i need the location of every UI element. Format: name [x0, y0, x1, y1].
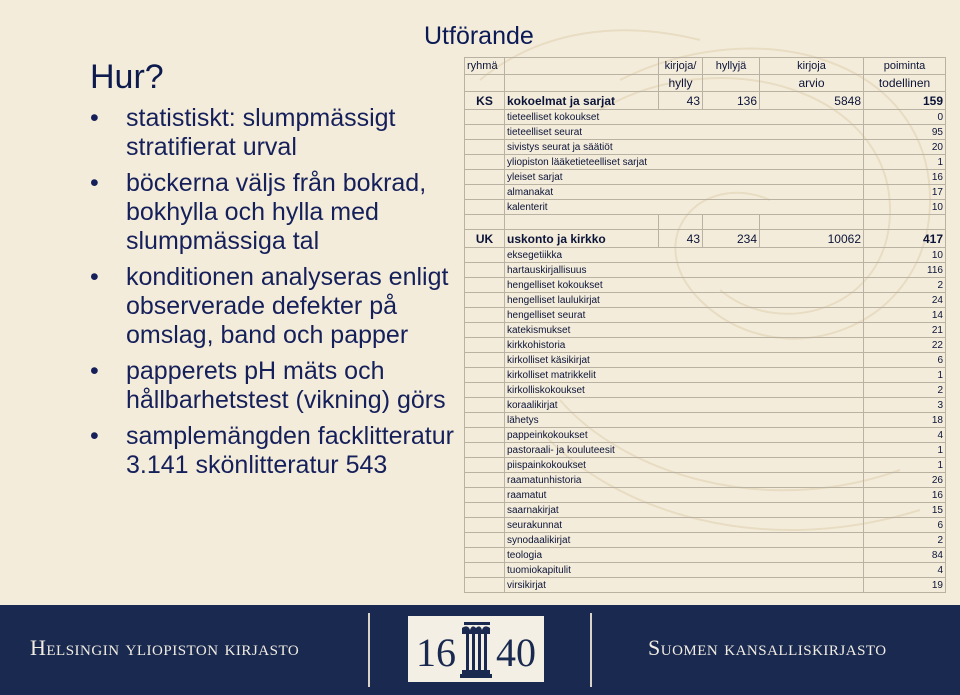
header-cell — [465, 75, 505, 92]
row-label: hengelliset seurat — [505, 308, 864, 323]
table-header-row — [465, 75, 946, 92]
table-row — [465, 533, 946, 548]
empty-cell — [465, 428, 505, 443]
row-value: 20 — [864, 140, 946, 155]
empty-cell — [465, 338, 505, 353]
table-heading: Utförande — [424, 22, 534, 50]
row-label: piispainkokoukset — [505, 458, 864, 473]
bullet-item: • samplemängden facklitteratur 3.141 skönlitteratur 543 — [88, 422, 463, 480]
empty-cell — [465, 185, 505, 200]
group-shelves: 136 — [703, 92, 760, 110]
row-value: 116 — [864, 263, 946, 278]
table-row — [465, 548, 946, 563]
row-label: kirkolliset matrikkelit — [505, 368, 864, 383]
row-label: pastoraali- ja kouluteesit — [505, 443, 864, 458]
spacer-cell — [864, 215, 946, 230]
table-row — [465, 458, 946, 473]
group-name: kokoelmat ja sarjat — [505, 92, 659, 110]
row-label: hengelliset kokoukset — [505, 278, 864, 293]
header-cell: hylly — [659, 75, 703, 92]
header-cell: todellinen — [864, 75, 946, 92]
row-value: 2 — [864, 383, 946, 398]
table-row — [465, 323, 946, 338]
row-label: koraalikirjat — [505, 398, 864, 413]
empty-cell — [465, 278, 505, 293]
table-row — [465, 308, 946, 323]
row-label: kalenterit — [505, 200, 864, 215]
header-cell — [505, 58, 659, 75]
header-cell: arvio — [760, 75, 864, 92]
row-label: seurakunnat — [505, 518, 864, 533]
empty-cell — [465, 308, 505, 323]
row-value: 6 — [864, 353, 946, 368]
table-row — [465, 263, 946, 278]
row-value: 2 — [864, 533, 946, 548]
group-per-shelf: 43 — [659, 92, 703, 110]
row-label: synodaalikirjat — [505, 533, 864, 548]
footer-divider — [590, 613, 592, 687]
table-header-row — [465, 58, 946, 75]
empty-cell — [465, 563, 505, 578]
row-label: tuomiokapitulit — [505, 563, 864, 578]
table-row — [465, 110, 946, 125]
empty-cell — [465, 488, 505, 503]
row-label: lähetys — [505, 413, 864, 428]
table-row — [465, 428, 946, 443]
bullet-list — [88, 104, 463, 487]
table-row — [465, 413, 946, 428]
empty-cell — [465, 155, 505, 170]
header-cell: ryhmä — [465, 58, 505, 75]
table-row — [465, 278, 946, 293]
group-actual: 159 — [864, 92, 946, 110]
table-row — [465, 353, 946, 368]
row-label: raamatunhistoria — [505, 473, 864, 488]
table-row — [465, 125, 946, 140]
spacer-cell — [659, 215, 703, 230]
table-row — [465, 170, 946, 185]
empty-cell — [465, 458, 505, 473]
row-label: tieteelliset seurat — [505, 125, 864, 140]
row-value: 14 — [864, 308, 946, 323]
sample-table — [464, 57, 946, 593]
table-row — [465, 443, 946, 458]
spacer-cell — [760, 215, 864, 230]
row-label: eksegetiikka — [505, 248, 864, 263]
footer-left-text: Helsingin yliopiston kirjasto — [30, 635, 300, 660]
group-name: uskonto ja kirkko — [505, 230, 659, 248]
row-value: 4 — [864, 563, 946, 578]
empty-cell — [465, 443, 505, 458]
table-row — [465, 578, 946, 593]
table-row — [465, 488, 946, 503]
row-label: kirkolliskokoukset — [505, 383, 864, 398]
empty-cell — [465, 110, 505, 125]
empty-cell — [465, 368, 505, 383]
row-value: 1 — [864, 443, 946, 458]
empty-cell — [465, 413, 505, 428]
row-label: raamatut — [505, 488, 864, 503]
row-label: virsikirjat — [505, 578, 864, 593]
row-label: katekismukset — [505, 323, 864, 338]
row-value: 95 — [864, 125, 946, 140]
spacer-cell — [465, 215, 505, 230]
table-row — [465, 563, 946, 578]
row-value: 19 — [864, 578, 946, 593]
header-cell: kirjoja — [760, 58, 864, 75]
empty-cell — [465, 578, 505, 593]
header-cell — [505, 75, 659, 92]
row-label: pappeinkokoukset — [505, 428, 864, 443]
group-estimate: 5848 — [760, 92, 864, 110]
row-value: 3 — [864, 398, 946, 413]
empty-cell — [465, 293, 505, 308]
row-value: 84 — [864, 548, 946, 563]
row-value: 1 — [864, 368, 946, 383]
row-value: 1 — [864, 458, 946, 473]
header-cell: kirjoja/ — [659, 58, 703, 75]
empty-cell — [465, 518, 505, 533]
row-label: yleiset sarjat — [505, 170, 864, 185]
slide-title: Hur? — [90, 58, 164, 96]
row-value: 26 — [864, 473, 946, 488]
table-row — [465, 140, 946, 155]
row-value: 24 — [864, 293, 946, 308]
table-row — [465, 338, 946, 353]
row-label: tieteelliset kokoukset — [505, 110, 864, 125]
empty-cell — [465, 398, 505, 413]
empty-cell — [465, 200, 505, 215]
group-row — [465, 92, 946, 110]
table-row — [465, 398, 946, 413]
table-row — [465, 383, 946, 398]
empty-cell — [465, 263, 505, 278]
footer-right-text: Suomen kansalliskirjasto — [648, 635, 887, 660]
group-actual: 417 — [864, 230, 946, 248]
bullet-item: • papperets pH mäts och hållbarhetstest (vikning) görs — [88, 357, 463, 415]
empty-cell — [465, 140, 505, 155]
empty-cell — [465, 323, 505, 338]
header-cell: poiminta — [864, 58, 946, 75]
empty-cell — [465, 170, 505, 185]
row-label: hartauskirjallisuus — [505, 263, 864, 278]
bullet-item: • statistiskt: slumpmässigt stratifierat urval — [88, 104, 463, 162]
spacer-row — [465, 215, 946, 230]
row-value: 22 — [864, 338, 946, 353]
row-value: 10 — [864, 200, 946, 215]
library-logo — [408, 616, 544, 682]
group-per-shelf: 43 — [659, 230, 703, 248]
table-row — [465, 200, 946, 215]
spacer-cell — [703, 215, 760, 230]
empty-cell — [465, 383, 505, 398]
logo-left-digits: 16 — [416, 630, 456, 675]
empty-cell — [465, 248, 505, 263]
empty-cell — [465, 125, 505, 140]
row-label: saarnakirjat — [505, 503, 864, 518]
spacer-cell — [505, 215, 659, 230]
row-value: 16 — [864, 488, 946, 503]
empty-cell — [465, 533, 505, 548]
row-value: 17 — [864, 185, 946, 200]
empty-cell — [465, 353, 505, 368]
table-row — [465, 248, 946, 263]
row-label: kirkolliset käsikirjat — [505, 353, 864, 368]
row-value: 6 — [864, 518, 946, 533]
group-shelves: 234 — [703, 230, 760, 248]
table-row — [465, 368, 946, 383]
table-row — [465, 473, 946, 488]
row-value: 2 — [864, 278, 946, 293]
table-row — [465, 518, 946, 533]
row-value: 0 — [864, 110, 946, 125]
row-label: almanakat — [505, 185, 864, 200]
logo-right-digits: 40 — [496, 630, 536, 675]
row-value: 1 — [864, 155, 946, 170]
group-estimate: 10062 — [760, 230, 864, 248]
footer-divider — [368, 613, 370, 687]
row-value: 18 — [864, 413, 946, 428]
table-row — [465, 503, 946, 518]
row-value: 16 — [864, 170, 946, 185]
group-row — [465, 230, 946, 248]
row-value: 15 — [864, 503, 946, 518]
empty-cell — [465, 503, 505, 518]
bullet-item: • böckerna väljs från bokrad, bokhylla och hylla med slumpmässiga tal — [88, 169, 463, 256]
table-row — [465, 293, 946, 308]
header-cell — [703, 75, 760, 92]
empty-cell — [465, 473, 505, 488]
group-code: KS — [465, 92, 505, 110]
row-label: hengelliset laulukirjat — [505, 293, 864, 308]
row-label: sivistys seurat ja säätiöt — [505, 140, 864, 155]
empty-cell — [465, 548, 505, 563]
row-value: 10 — [864, 248, 946, 263]
header-cell: hyllyjä — [703, 58, 760, 75]
bullet-item: • konditionen analyseras enligt observerade defekter på omslag, band och papper — [88, 263, 463, 350]
table-row — [465, 185, 946, 200]
row-value: 21 — [864, 323, 946, 338]
table-row — [465, 155, 946, 170]
row-label: kirkkohistoria — [505, 338, 864, 353]
row-label: yliopiston lääketieteelliset sarjat — [505, 155, 864, 170]
row-value: 4 — [864, 428, 946, 443]
group-code: UK — [465, 230, 505, 248]
row-label: teologia — [505, 548, 864, 563]
